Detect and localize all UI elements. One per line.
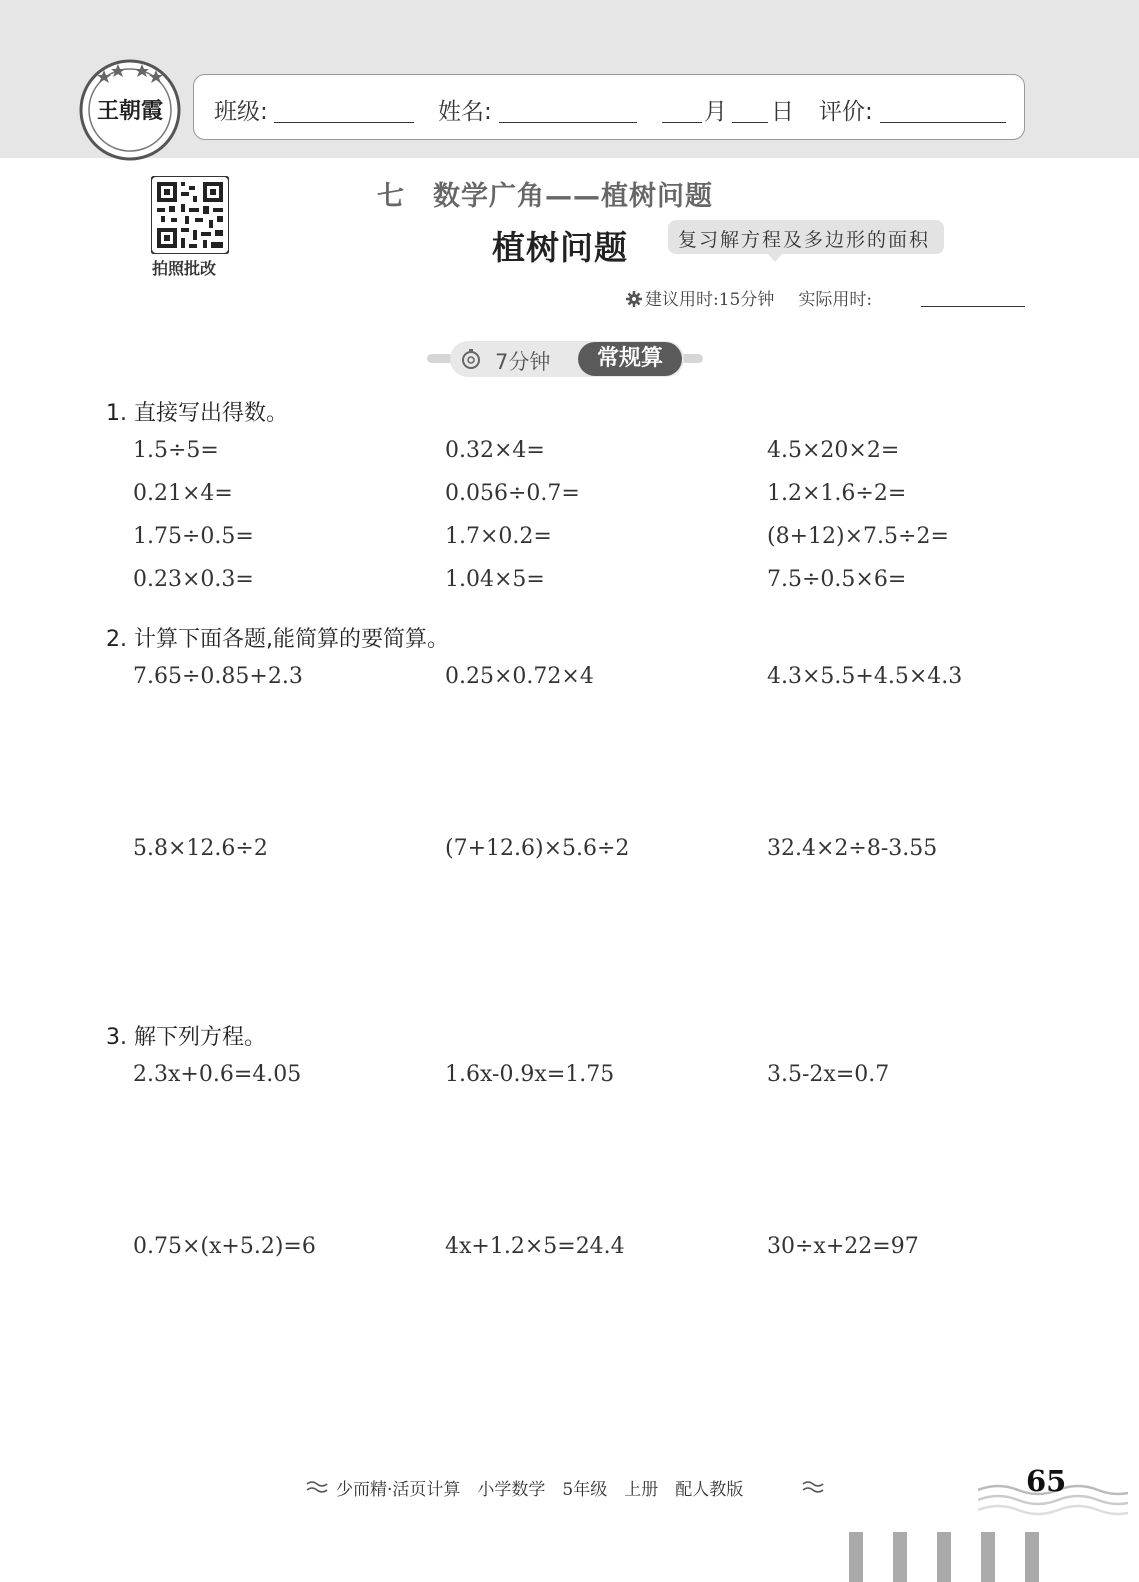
edge-tab-mark	[981, 1532, 995, 1582]
svg-text:王朝霞: 王朝霞	[96, 98, 164, 124]
evaluation-field[interactable]	[880, 122, 1006, 123]
q1-item: 1.7×0.2=	[445, 524, 552, 549]
suggested-time-label: 建议用时:	[645, 290, 719, 310]
q3-item: 30÷x+22=97	[767, 1234, 919, 1259]
question-2-title: 2. 计算下面各题,能简算的要简算。	[106, 627, 449, 652]
q1-item: 0.32×4=	[445, 438, 545, 463]
q1-item: 0.056÷0.7=	[445, 481, 580, 506]
section-minutes: 7分钟	[495, 350, 551, 374]
q2-item: 0.25×0.72×4	[445, 664, 594, 689]
section-pill	[450, 341, 684, 377]
day-label: 日	[771, 99, 794, 125]
q2-item: 4.3×5.5+4.5×4.3	[767, 664, 963, 689]
q1-item: 7.5÷0.5×6=	[767, 567, 907, 592]
qr-code-icon[interactable]	[151, 176, 229, 254]
q3-item: 2.3x+0.6=4.05	[133, 1062, 302, 1087]
review-note-bubble	[668, 220, 944, 254]
q2-item: 7.65÷0.85+2.3	[133, 664, 303, 689]
lesson-title: 植树问题	[492, 228, 628, 267]
brand-logo	[78, 58, 182, 162]
suggested-time-value: 15分钟	[718, 290, 775, 310]
timing-row	[626, 285, 872, 310]
q1-item: 1.2×1.6÷2=	[767, 481, 907, 506]
review-note: 复习解方程及多边形的面积	[678, 229, 931, 251]
q1-item: 4.5×20×2=	[767, 438, 900, 463]
edge-tab-mark	[1025, 1532, 1039, 1582]
q1-item: 1.04×5=	[445, 567, 545, 592]
edge-tab-mark	[937, 1532, 951, 1582]
student-info-box	[193, 74, 1025, 140]
question-1-title: 1. 直接写出得数。	[106, 401, 288, 426]
q2-item: (7+12.6)×5.6÷2	[445, 836, 630, 861]
day-field[interactable]	[732, 122, 768, 123]
month-label: 月	[704, 99, 727, 125]
name-field[interactable]	[499, 122, 637, 123]
wave-icon	[306, 1479, 328, 1495]
q3-item: 4x+1.2×5=24.4	[445, 1234, 625, 1259]
class-label: 班级:	[214, 99, 268, 125]
q3-item: 0.75×(x+5.2)=6	[133, 1234, 316, 1259]
actual-time-label: 实际用时:	[798, 290, 873, 310]
month-field[interactable]	[662, 122, 702, 123]
actual-time-field[interactable]	[921, 306, 1025, 307]
page-number: 65	[1026, 1464, 1067, 1498]
qr-label: 拍照批改	[152, 259, 217, 278]
gear-icon	[626, 291, 642, 307]
q2-item: 5.8×12.6÷2	[133, 836, 268, 861]
stopwatch-icon	[460, 348, 482, 370]
q1-item: 0.23×0.3=	[133, 567, 254, 592]
name-label: 姓名:	[438, 99, 492, 125]
footer-text: 少而精·活页计算 小学数学 5年级 上册 配人教版	[336, 1480, 744, 1500]
edge-tab-mark	[893, 1532, 907, 1582]
q1-item: (8+12)×7.5÷2=	[767, 524, 949, 549]
q1-item: 1.5÷5=	[133, 438, 219, 463]
wave-icon	[802, 1479, 824, 1495]
evaluation-label: 评价:	[819, 99, 873, 125]
edge-tab-mark	[849, 1532, 863, 1582]
q3-item: 1.6x-0.9x=1.75	[445, 1062, 615, 1087]
chapter-title: 七 数学广角——植树问题	[377, 181, 713, 212]
q1-item: 1.75÷0.5=	[133, 524, 254, 549]
section-tag: 常规算	[578, 342, 682, 376]
q1-item: 0.21×4=	[133, 481, 233, 506]
q3-item: 3.5-2x=0.7	[767, 1062, 890, 1087]
q2-item: 32.4×2÷8-3.55	[767, 836, 938, 861]
class-field[interactable]	[274, 122, 414, 123]
question-3-title: 3. 解下列方程。	[106, 1025, 266, 1050]
